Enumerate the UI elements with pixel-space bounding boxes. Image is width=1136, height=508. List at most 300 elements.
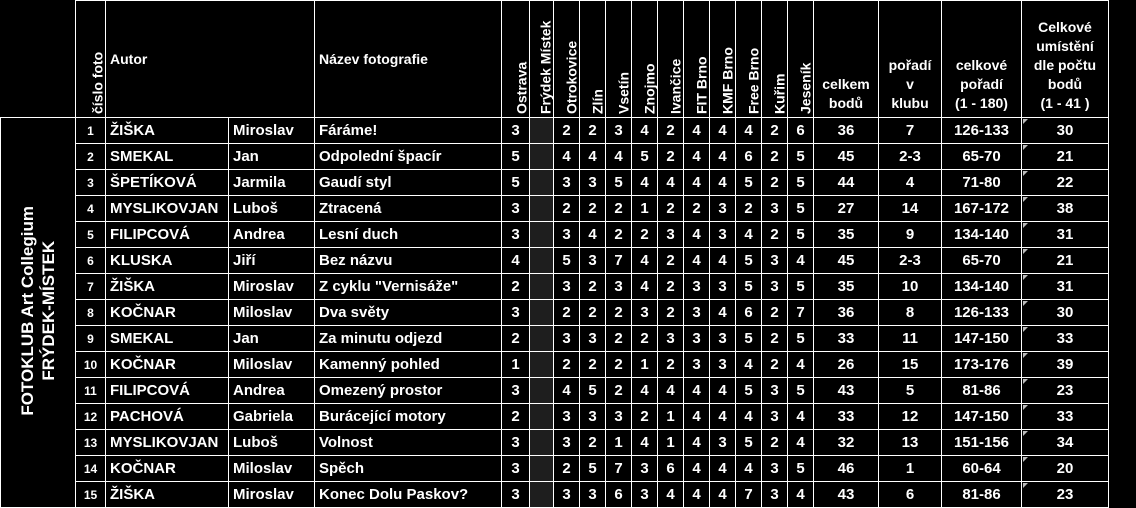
club-score-cell: 5 bbox=[632, 144, 658, 170]
club-score-cell: 3 bbox=[684, 274, 710, 300]
club-name bbox=[17, 206, 59, 416]
club-score-cell: 6 bbox=[736, 300, 762, 326]
overall-rank-cell: 81-86 bbox=[942, 482, 1022, 508]
club-score-cell: 2 bbox=[684, 196, 710, 222]
club-score-cell: 3 bbox=[762, 248, 788, 274]
club-score-cell: 3 bbox=[762, 378, 788, 404]
club-rank-cell: 13 bbox=[879, 430, 942, 456]
club-score-cell: 2 bbox=[658, 248, 684, 274]
club-score-cell: 7 bbox=[788, 300, 814, 326]
author-surname-cell: ŽIŠKA bbox=[106, 274, 229, 300]
photo-title-cell: Za minutu odjezd bbox=[315, 326, 502, 352]
club-score-cell: 5 bbox=[788, 456, 814, 482]
overall-rank-cell: 65-70 bbox=[942, 144, 1022, 170]
club-score-cell: 3 bbox=[658, 326, 684, 352]
club-score-cell: 2 bbox=[606, 378, 632, 404]
table-row bbox=[1, 430, 1109, 456]
club-score-cell: 5 bbox=[736, 326, 762, 352]
table-row bbox=[1, 170, 1109, 196]
club-score-cell: 3 bbox=[606, 118, 632, 144]
club-score-cell: 4 bbox=[684, 144, 710, 170]
club-score-cell: 4 bbox=[684, 404, 710, 430]
club-score-cell: 3 bbox=[502, 430, 530, 456]
table-row bbox=[1, 482, 1109, 508]
overall-rank-cell: 173-176 bbox=[942, 352, 1022, 378]
header-overall-placement-line: dle počtu bbox=[1033, 57, 1097, 73]
club-score-cell: 4 bbox=[736, 456, 762, 482]
club-score-cell: 3 bbox=[632, 482, 658, 508]
photo-number-cell: 7 bbox=[76, 274, 106, 300]
photo-title-cell: Burácející motory bbox=[315, 404, 502, 430]
total-points-cell: 33 bbox=[814, 404, 879, 430]
photo-number-cell: 9 bbox=[76, 326, 106, 352]
club-score-cell: 3 bbox=[502, 378, 530, 404]
overall-placement-cell: 39 bbox=[1022, 352, 1109, 378]
table-row bbox=[1, 144, 1109, 170]
club-score-cell: 4 bbox=[788, 404, 814, 430]
club-score-cell: 4 bbox=[502, 248, 530, 274]
photo-title-cell: Kamenný pohled bbox=[315, 352, 502, 378]
club-score-cell: 6 bbox=[658, 456, 684, 482]
author-name-cell: Miroslav bbox=[229, 274, 315, 300]
club-score-cell bbox=[530, 378, 554, 404]
overall-placement-cell: 30 bbox=[1022, 118, 1109, 144]
club-score-cell: 3 bbox=[632, 456, 658, 482]
club-score-cell: 3 bbox=[710, 326, 736, 352]
club-score-cell: 2 bbox=[632, 222, 658, 248]
club-score-cell: 3 bbox=[554, 326, 580, 352]
author-surname-cell: SMEKAL bbox=[106, 144, 229, 170]
author-name-cell: Miloslav bbox=[229, 352, 315, 378]
header-overall-placement-line: (1 - 41 ) bbox=[1040, 95, 1090, 111]
header-total-points-line: bodů bbox=[828, 95, 864, 111]
overall-placement-cell: 20 bbox=[1022, 456, 1109, 482]
header-club-column bbox=[502, 1, 530, 118]
header-club-column bbox=[632, 1, 658, 118]
total-points-cell: 44 bbox=[814, 170, 879, 196]
club-score-cell: 2 bbox=[632, 326, 658, 352]
overall-placement-cell: 34 bbox=[1022, 430, 1109, 456]
overall-rank-cell: 134-140 bbox=[942, 274, 1022, 300]
author-name-cell: Miloslav bbox=[229, 456, 315, 482]
club-score-cell: 4 bbox=[684, 378, 710, 404]
club-score-cell: 3 bbox=[580, 248, 606, 274]
club-score-cell: 2 bbox=[762, 118, 788, 144]
club-score-cell: 7 bbox=[736, 482, 762, 508]
club-score-cell: 3 bbox=[606, 404, 632, 430]
club-score-cell: 2 bbox=[606, 222, 632, 248]
photo-number-cell: 1 bbox=[76, 118, 106, 144]
club-score-cell: 2 bbox=[606, 196, 632, 222]
club-name-cell bbox=[1, 118, 76, 508]
club-score-cell: 3 bbox=[502, 196, 530, 222]
club-score-cell: 2 bbox=[554, 352, 580, 378]
club-score-cell bbox=[530, 352, 554, 378]
club-score-cell: 2 bbox=[580, 430, 606, 456]
club-score-cell: 2 bbox=[762, 222, 788, 248]
club-score-cell: 4 bbox=[684, 456, 710, 482]
club-score-cell: 4 bbox=[710, 482, 736, 508]
header-overall-rank-line: celkové bbox=[955, 57, 1008, 73]
club-score-cell: 1 bbox=[606, 430, 632, 456]
club-score-cell: 4 bbox=[632, 274, 658, 300]
author-surname-cell: MYSLIKOVJAN bbox=[106, 196, 229, 222]
club-score-cell: 4 bbox=[684, 222, 710, 248]
header-club-label: FIT Brno bbox=[693, 56, 709, 114]
total-points-cell: 26 bbox=[814, 352, 879, 378]
club-score-cell: 5 bbox=[736, 430, 762, 456]
club-name-line2: FRÝDEK-MÍSTEK bbox=[39, 240, 58, 381]
club-rank-cell: 9 bbox=[879, 222, 942, 248]
club-score-cell: 5 bbox=[736, 378, 762, 404]
club-score-cell: 2 bbox=[658, 300, 684, 326]
club-score-cell: 6 bbox=[788, 118, 814, 144]
header-row bbox=[1, 1, 1109, 118]
header-club-rank-line: klubu bbox=[891, 95, 929, 111]
photo-number-cell: 14 bbox=[76, 456, 106, 482]
club-score-cell: 5 bbox=[788, 274, 814, 300]
club-score-cell: 4 bbox=[632, 170, 658, 196]
author-surname-cell: MYSLIKOVJAN bbox=[106, 430, 229, 456]
club-score-cell: 2 bbox=[606, 352, 632, 378]
author-surname-cell: KOČNAR bbox=[106, 352, 229, 378]
header-club-column bbox=[788, 1, 814, 118]
club-score-cell: 2 bbox=[580, 118, 606, 144]
club-score-cell: 5 bbox=[736, 248, 762, 274]
total-points-cell: 43 bbox=[814, 482, 879, 508]
club-score-cell: 4 bbox=[580, 222, 606, 248]
overall-rank-cell: 126-133 bbox=[942, 118, 1022, 144]
author-surname-cell: KOČNAR bbox=[106, 300, 229, 326]
club-rank-cell: 11 bbox=[879, 326, 942, 352]
club-rank-cell: 14 bbox=[879, 196, 942, 222]
club-score-cell: 2 bbox=[658, 274, 684, 300]
table-row bbox=[1, 326, 1109, 352]
club-score-cell: 4 bbox=[710, 248, 736, 274]
club-rank-cell: 8 bbox=[879, 300, 942, 326]
total-points-cell: 33 bbox=[814, 326, 879, 352]
club-score-cell: 5 bbox=[502, 170, 530, 196]
overall-rank-cell: 151-156 bbox=[942, 430, 1022, 456]
club-score-cell bbox=[530, 248, 554, 274]
header-photo-number: číslo foto bbox=[76, 1, 106, 118]
club-score-cell bbox=[530, 326, 554, 352]
header-club-label: Frýdek Místek bbox=[537, 20, 553, 114]
photo-title-cell: Spěch bbox=[315, 456, 502, 482]
club-score-cell: 4 bbox=[684, 118, 710, 144]
header-overall-rank-line: (1 - 180) bbox=[955, 95, 1008, 111]
club-rank-cell: 4 bbox=[879, 170, 942, 196]
club-rank-cell: 10 bbox=[879, 274, 942, 300]
photo-number-cell: 13 bbox=[76, 430, 106, 456]
club-score-cell: 3 bbox=[710, 352, 736, 378]
club-score-cell: 5 bbox=[788, 326, 814, 352]
photo-title-cell: Gaudí styl bbox=[315, 170, 502, 196]
club-rank-cell: 1 bbox=[879, 456, 942, 482]
club-score-cell: 3 bbox=[554, 404, 580, 430]
header-club-column bbox=[684, 1, 710, 118]
club-score-cell: 2 bbox=[502, 326, 530, 352]
club-score-cell: 3 bbox=[684, 300, 710, 326]
table-row bbox=[1, 404, 1109, 430]
club-score-cell: 3 bbox=[502, 456, 530, 482]
table-row bbox=[1, 196, 1109, 222]
overall-rank-cell: 65-70 bbox=[942, 248, 1022, 274]
author-surname-cell: FILIPCOVÁ bbox=[106, 222, 229, 248]
club-score-cell: 4 bbox=[710, 118, 736, 144]
club-score-cell: 2 bbox=[658, 196, 684, 222]
club-score-cell: 3 bbox=[684, 352, 710, 378]
club-score-cell: 2 bbox=[762, 300, 788, 326]
photo-title-cell: Volnost bbox=[315, 430, 502, 456]
club-score-cell: 3 bbox=[710, 430, 736, 456]
photo-number-cell: 3 bbox=[76, 170, 106, 196]
club-score-cell: 7 bbox=[606, 248, 632, 274]
header-club-column bbox=[606, 1, 632, 118]
overall-placement-cell: 31 bbox=[1022, 222, 1109, 248]
club-score-cell: 1 bbox=[658, 404, 684, 430]
club-score-cell: 5 bbox=[788, 170, 814, 196]
club-score-cell: 3 bbox=[580, 404, 606, 430]
header-photo-title: Název fotografie bbox=[315, 1, 502, 118]
table-row bbox=[1, 222, 1109, 248]
photo-title-cell: Konec Dolu Paskov? bbox=[315, 482, 502, 508]
club-score-cell: 1 bbox=[632, 196, 658, 222]
header-club-rank bbox=[879, 1, 942, 118]
header-overall-placement-line: umístění bbox=[1036, 38, 1094, 54]
club-score-cell: 3 bbox=[710, 222, 736, 248]
club-rank-cell: 12 bbox=[879, 404, 942, 430]
club-score-cell: 4 bbox=[684, 482, 710, 508]
club-score-cell: 3 bbox=[580, 326, 606, 352]
club-score-cell: 1 bbox=[632, 352, 658, 378]
club-score-cell: 2 bbox=[580, 274, 606, 300]
header-total-points bbox=[814, 1, 879, 118]
club-score-cell: 2 bbox=[762, 170, 788, 196]
club-score-cell: 2 bbox=[762, 352, 788, 378]
club-score-cell: 2 bbox=[554, 456, 580, 482]
club-score-cell: 5 bbox=[580, 378, 606, 404]
club-score-cell: 4 bbox=[710, 170, 736, 196]
photo-title-cell: Lesní duch bbox=[315, 222, 502, 248]
table-row bbox=[1, 456, 1109, 482]
photo-title-cell: Z cyklu "Vernisáže" bbox=[315, 274, 502, 300]
author-name-cell: Jan bbox=[229, 326, 315, 352]
club-score-cell: 4 bbox=[632, 378, 658, 404]
photo-number-cell: 2 bbox=[76, 144, 106, 170]
table-row bbox=[1, 352, 1109, 378]
club-score-cell: 2 bbox=[606, 326, 632, 352]
club-score-cell: 4 bbox=[632, 118, 658, 144]
club-score-cell: 5 bbox=[606, 170, 632, 196]
club-score-cell: 4 bbox=[658, 378, 684, 404]
club-score-cell: 3 bbox=[554, 430, 580, 456]
club-score-cell: 3 bbox=[710, 274, 736, 300]
club-score-cell: 3 bbox=[658, 222, 684, 248]
header-club-column bbox=[736, 1, 762, 118]
total-points-cell: 27 bbox=[814, 196, 879, 222]
overall-rank-cell: 60-64 bbox=[942, 456, 1022, 482]
header-club-label: Znojmo bbox=[641, 63, 657, 114]
club-score-cell: 2 bbox=[554, 300, 580, 326]
photo-title-cell: Ztracená bbox=[315, 196, 502, 222]
overall-rank-cell: 81-86 bbox=[942, 378, 1022, 404]
header-club-label: Vsetín bbox=[615, 71, 631, 114]
club-score-cell: 4 bbox=[710, 404, 736, 430]
club-score-cell: 2 bbox=[762, 326, 788, 352]
header-club-label: Free Brno bbox=[745, 47, 761, 114]
club-score-cell: 3 bbox=[580, 482, 606, 508]
overall-placement-cell: 30 bbox=[1022, 300, 1109, 326]
club-score-cell: 2 bbox=[554, 118, 580, 144]
author-name-cell: Miroslav bbox=[229, 482, 315, 508]
table-row bbox=[1, 118, 1109, 144]
header-club-column bbox=[762, 1, 788, 118]
club-score-cell: 4 bbox=[658, 482, 684, 508]
club-score-cell bbox=[530, 456, 554, 482]
club-score-cell: 4 bbox=[736, 352, 762, 378]
club-score-cell: 4 bbox=[632, 430, 658, 456]
club-score-cell: 3 bbox=[762, 274, 788, 300]
club-score-cell: 4 bbox=[554, 378, 580, 404]
table-row bbox=[1, 274, 1109, 300]
header-club-rank-line: pořadí bbox=[888, 57, 932, 73]
photo-title-cell: Bez názvu bbox=[315, 248, 502, 274]
club-score-cell: 3 bbox=[554, 170, 580, 196]
photo-number-cell: 12 bbox=[76, 404, 106, 430]
club-score-cell: 6 bbox=[736, 144, 762, 170]
club-score-cell: 4 bbox=[580, 144, 606, 170]
club-score-cell: 6 bbox=[606, 482, 632, 508]
overall-rank-cell: 147-150 bbox=[942, 404, 1022, 430]
club-score-cell: 5 bbox=[736, 274, 762, 300]
corner-cell bbox=[1, 1, 76, 118]
author-name-cell: Luboš bbox=[229, 430, 315, 456]
club-score-cell: 4 bbox=[658, 170, 684, 196]
club-score-cell: 4 bbox=[710, 378, 736, 404]
club-score-cell: 4 bbox=[684, 248, 710, 274]
total-points-cell: 46 bbox=[814, 456, 879, 482]
club-score-cell: 4 bbox=[736, 404, 762, 430]
club-rank-cell: 7 bbox=[879, 118, 942, 144]
photo-number-cell: 4 bbox=[76, 196, 106, 222]
club-score-cell: 5 bbox=[788, 144, 814, 170]
table-row bbox=[1, 378, 1109, 404]
overall-rank-cell: 167-172 bbox=[942, 196, 1022, 222]
club-score-cell: 7 bbox=[606, 456, 632, 482]
author-name-cell: Jarmila bbox=[229, 170, 315, 196]
club-score-cell bbox=[530, 222, 554, 248]
header-club-column bbox=[658, 1, 684, 118]
overall-placement-cell: 33 bbox=[1022, 404, 1109, 430]
club-score-cell: 3 bbox=[554, 482, 580, 508]
club-score-cell: 2 bbox=[736, 196, 762, 222]
header-club-column bbox=[530, 1, 554, 118]
author-name-cell: Luboš bbox=[229, 196, 315, 222]
club-rank-cell: 2-3 bbox=[879, 144, 942, 170]
club-score-cell: 3 bbox=[762, 482, 788, 508]
table-row bbox=[1, 300, 1109, 326]
club-rank-cell: 2-3 bbox=[879, 248, 942, 274]
club-score-cell: 2 bbox=[658, 352, 684, 378]
club-score-cell: 5 bbox=[554, 248, 580, 274]
author-name-cell: Miloslav bbox=[229, 300, 315, 326]
total-points-cell: 35 bbox=[814, 274, 879, 300]
club-score-cell: 4 bbox=[788, 248, 814, 274]
club-score-cell: 3 bbox=[502, 222, 530, 248]
overall-placement-cell: 22 bbox=[1022, 170, 1109, 196]
overall-placement-cell: 23 bbox=[1022, 482, 1109, 508]
total-points-cell: 43 bbox=[814, 378, 879, 404]
club-score-cell: 5 bbox=[736, 170, 762, 196]
header-overall-placement-line: Celkové bbox=[1038, 19, 1092, 35]
club-score-cell: 3 bbox=[502, 300, 530, 326]
header-club-column bbox=[580, 1, 606, 118]
club-score-cell: 4 bbox=[788, 430, 814, 456]
club-score-cell: 5 bbox=[502, 144, 530, 170]
club-score-cell: 2 bbox=[762, 430, 788, 456]
header-club-label: Kuřim bbox=[771, 73, 787, 114]
overall-placement-cell: 21 bbox=[1022, 248, 1109, 274]
header-club-label: KMF Brno bbox=[719, 47, 735, 114]
club-score-cell: 2 bbox=[606, 300, 632, 326]
club-score-cell: 3 bbox=[554, 222, 580, 248]
club-name-line1: FOTOKLUB Art Collegium bbox=[18, 205, 37, 416]
club-score-cell: 3 bbox=[710, 196, 736, 222]
photo-title-cell: Omezený prostor bbox=[315, 378, 502, 404]
photo-title-cell: Dva světy bbox=[315, 300, 502, 326]
club-score-cell: 4 bbox=[554, 144, 580, 170]
overall-placement-cell: 38 bbox=[1022, 196, 1109, 222]
club-score-cell: 4 bbox=[788, 352, 814, 378]
total-points-cell: 35 bbox=[814, 222, 879, 248]
total-points-cell: 45 bbox=[814, 248, 879, 274]
club-score-cell: 4 bbox=[788, 482, 814, 508]
total-points-cell: 36 bbox=[814, 118, 879, 144]
photo-number-cell: 5 bbox=[76, 222, 106, 248]
overall-placement-cell: 23 bbox=[1022, 378, 1109, 404]
club-rank-cell: 6 bbox=[879, 482, 942, 508]
author-name-cell: Gabriela bbox=[229, 404, 315, 430]
club-score-cell bbox=[530, 118, 554, 144]
header-overall-placement-line: bodů bbox=[1047, 76, 1083, 92]
overall-rank-cell: 134-140 bbox=[942, 222, 1022, 248]
overall-placement-cell: 31 bbox=[1022, 274, 1109, 300]
author-name-cell: Andrea bbox=[229, 222, 315, 248]
club-score-cell: 2 bbox=[658, 118, 684, 144]
club-score-cell bbox=[530, 404, 554, 430]
club-score-cell: 5 bbox=[788, 196, 814, 222]
club-score-cell: 2 bbox=[502, 404, 530, 430]
club-score-cell bbox=[530, 482, 554, 508]
overall-placement-cell: 21 bbox=[1022, 144, 1109, 170]
overall-rank-cell: 147-150 bbox=[942, 326, 1022, 352]
author-surname-cell: ŽIŠKA bbox=[106, 482, 229, 508]
club-score-cell: 3 bbox=[580, 170, 606, 196]
club-score-cell: 4 bbox=[736, 118, 762, 144]
club-score-cell: 4 bbox=[710, 456, 736, 482]
header-club-label: Zlín bbox=[589, 89, 605, 114]
club-score-cell: 3 bbox=[632, 300, 658, 326]
photo-title-cell: Odpolední špacír bbox=[315, 144, 502, 170]
club-score-cell bbox=[530, 196, 554, 222]
header-overall-rank-line: pořadí bbox=[960, 76, 1003, 92]
header-total-points-line: celkem bbox=[822, 76, 870, 92]
total-points-cell: 36 bbox=[814, 300, 879, 326]
club-score-cell bbox=[530, 144, 554, 170]
club-score-cell: 4 bbox=[710, 144, 736, 170]
club-score-cell: 3 bbox=[554, 274, 580, 300]
